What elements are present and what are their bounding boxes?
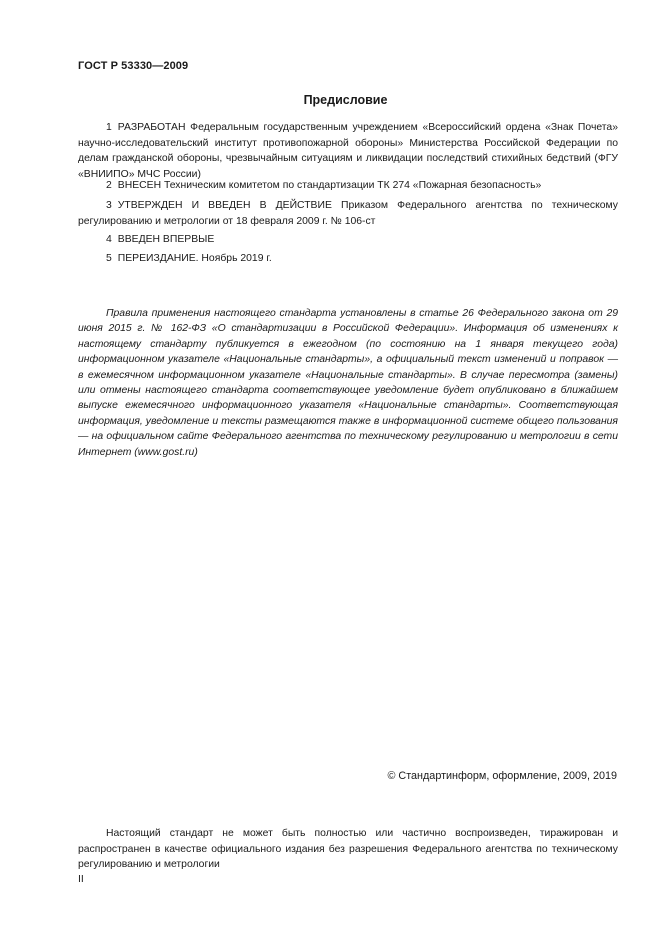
item-text: ВНЕСЕН Техническим комитетом по стандартизации ТК 274 «Пожарная безопасность» xyxy=(117,180,542,191)
item-number: 3 xyxy=(106,200,112,211)
page-number: II xyxy=(78,873,84,885)
item-text: УТВЕРЖДЕН И ВВЕДЕН В ДЕЙСТВИЕ Приказом Федерального агентства по техническому регулированию и метрологии от 18 февраля 2009 г. № 106-ст xyxy=(78,200,618,227)
item-text: ВВЕДЕН ВПЕРВЫЕ xyxy=(117,234,215,245)
foreword-item-3 xyxy=(78,198,618,229)
foreword-item-2 xyxy=(78,178,618,194)
item-text: РАЗРАБОТАН Федеральным государственным учреждением «Всероссийский ордена «Знак Почета» научно-исследовательский институт противопожарной обороны» Министерства Российской Федерации по делам гражданской обороны, чрезвычайным ситуациям и ликвидации последствий стихийных бедствий (ФГУ «ВНИИПО» МЧС России) xyxy=(78,122,618,180)
foreword-item-1 xyxy=(78,120,618,182)
reproduction-notice xyxy=(78,826,618,873)
item-number: 2 xyxy=(106,180,112,191)
item-number: 1 xyxy=(106,122,112,133)
copyright-line: © Стандартинформ, оформление, 2009, 2019 xyxy=(387,770,617,782)
item-text: ПЕРЕИЗДАНИЕ. Ноябрь 2019 г. xyxy=(117,253,272,264)
foreword-item-4 xyxy=(78,232,618,248)
reproduction-text: Настоящий стандарт не может быть полностью или частично воспроизведен, тиражирован и распространен в качестве официального издания без разрешения Федерального агентства по техническому регулированию и метрологии xyxy=(78,828,618,871)
section-title: Предисловие xyxy=(303,93,388,107)
foreword-item-5 xyxy=(78,251,618,267)
notice-text: Правила применения настоящего стандарта установлены в статье 26 Федерального закона от 29 июня 2015 г. № 162-ФЗ «О стандартизации в Российской Федерации». Информация об изменениях к настоящему стандарту публикуется в ежегодном (по состоянию на 1 января текущего года) информационном указателе «Национальные стандарты», а официальный текст изменений и поправок — в ежемесячном информационном указателе «Национальные стандарты». В случае пересмотра (замены) или отмены настоящего стандарта соответствующее уведомление будет опубликовано в ближайшем выпуске ежемесячного информационного указателя «Национальные стандарты». Соответствующая информация, уведомление и тексты размещаются также в информационной системе общего пользования — на официальном сайте Федерального агентства по техническому регулированию и метрологии в сети Интернет (www.gost.ru) xyxy=(78,308,618,458)
item-number: 4 xyxy=(106,234,112,245)
item-number: 5 xyxy=(106,253,112,264)
application-notice xyxy=(78,306,618,460)
document-header: ГОСТ Р 53330—2009 xyxy=(78,60,189,72)
